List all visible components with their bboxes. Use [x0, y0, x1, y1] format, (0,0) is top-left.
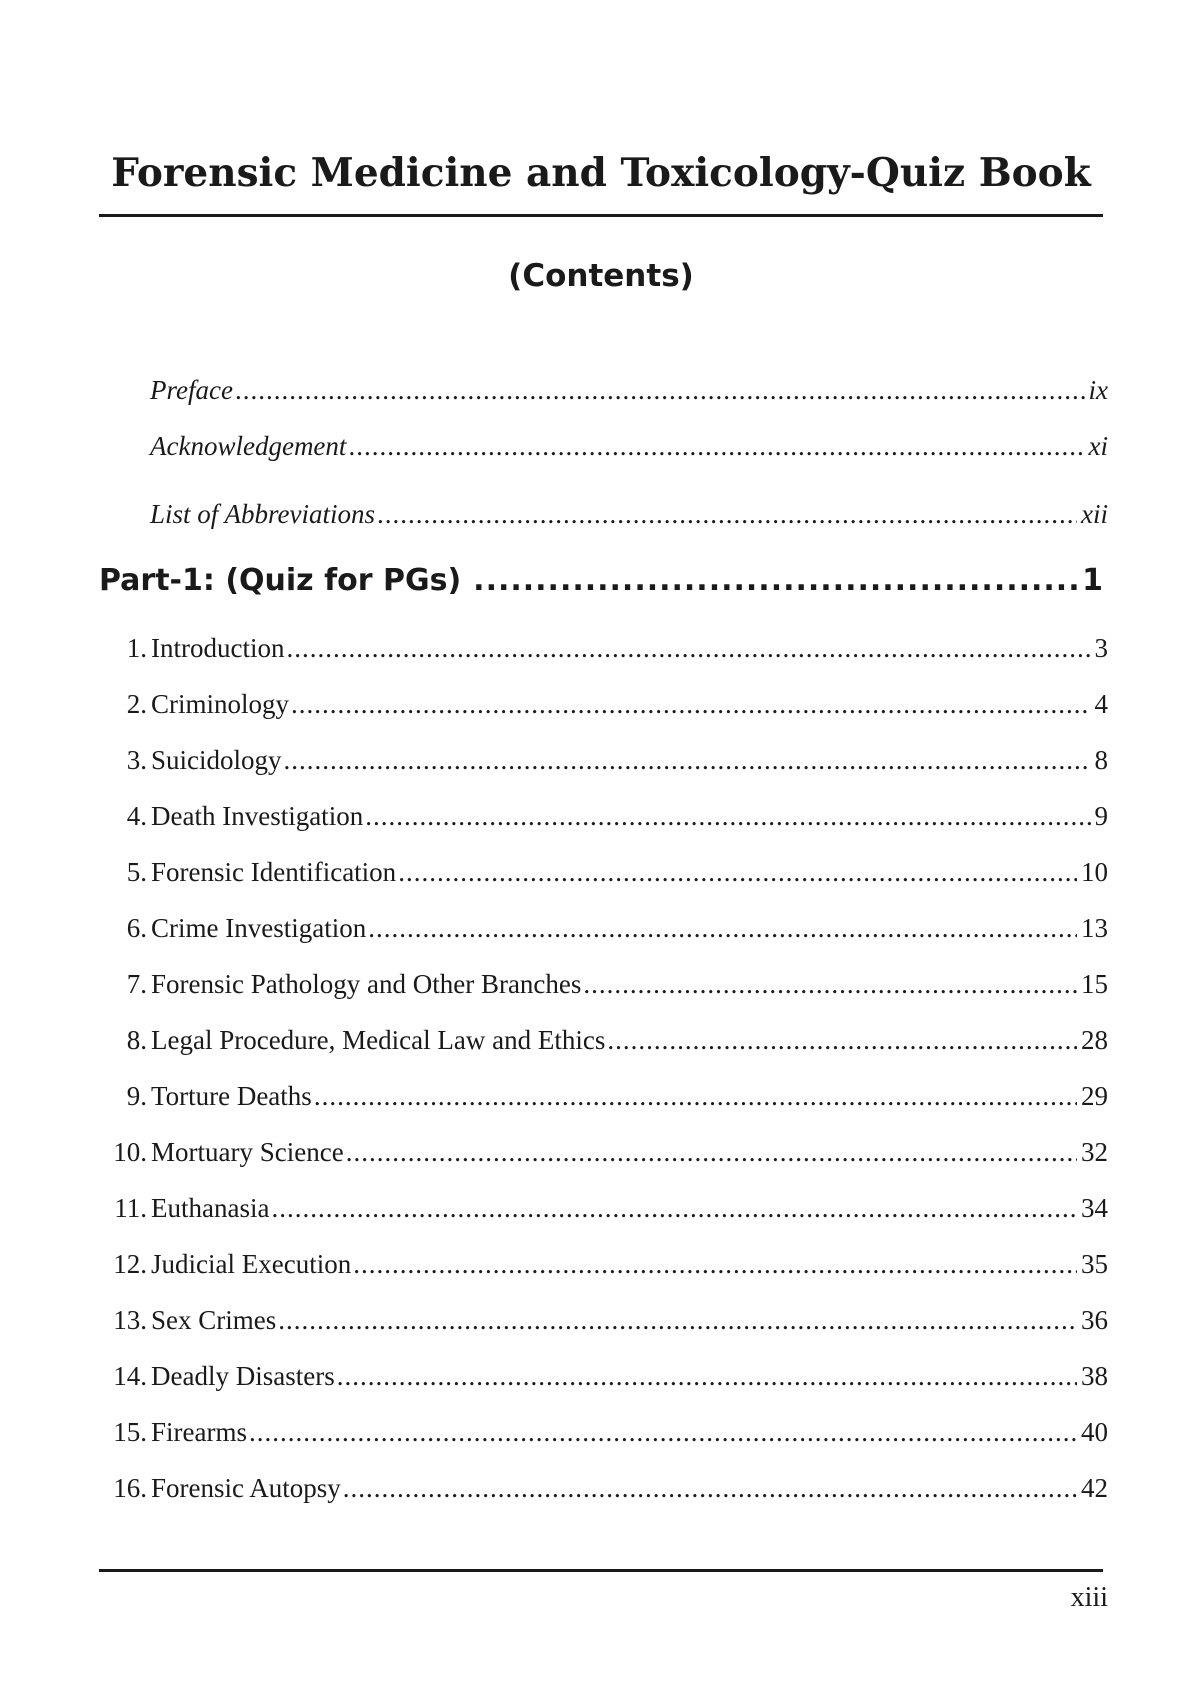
toc-chapter-forensic-autopsy[interactable]	[99, 1470, 1108, 1506]
chapter-title: Forensic Autopsy	[151, 1473, 341, 1503]
dot-leader	[235, 372, 1085, 408]
toc-entry-acknowledgement[interactable]	[150, 428, 1108, 464]
dot-leader	[353, 1246, 1077, 1282]
chapter-page: 29	[1081, 1081, 1108, 1111]
chapter-number: 5.	[126, 857, 147, 887]
chapter-page: 4	[1094, 689, 1108, 719]
toc-chapter-crime-investigation[interactable]	[99, 910, 1108, 946]
dot-leader	[377, 496, 1077, 532]
toc-chapter-suicidology[interactable]	[99, 742, 1108, 778]
dot-leader	[583, 966, 1077, 1002]
chapter-page: 36	[1081, 1305, 1108, 1335]
toc-entry-list-of-abbreviations[interactable]	[150, 496, 1108, 532]
chapter-number: 6.	[126, 913, 147, 943]
toc-entry-page: ix	[1088, 375, 1108, 405]
chapter-page: 10	[1081, 857, 1108, 887]
chapter-page: 13	[1081, 913, 1108, 943]
toc-chapter-forensic-identification[interactable]	[99, 854, 1108, 890]
chapter-number: 16.	[113, 1473, 147, 1503]
chapter-page: 42	[1081, 1473, 1108, 1503]
toc-entry-label: List of Abbreviations	[150, 499, 376, 529]
dot-leader	[337, 1358, 1077, 1394]
dot-leader	[286, 630, 1090, 666]
chapter-title: Euthanasia	[151, 1193, 270, 1223]
chapter-number: 9.	[126, 1081, 147, 1111]
chapter-title: Firearms	[151, 1417, 247, 1447]
dot-leader	[398, 854, 1077, 890]
dot-leader	[607, 1022, 1077, 1058]
toc-part-1[interactable]	[99, 561, 1103, 601]
chapter-title: Mortuary Science	[151, 1137, 344, 1167]
dot-leader	[365, 798, 1090, 834]
toc-chapter-legal-procedure[interactable]	[99, 1022, 1108, 1058]
toc-chapter-firearms[interactable]	[99, 1414, 1108, 1450]
page-folio: xiii	[1070, 1582, 1108, 1613]
dot-leader	[291, 686, 1090, 722]
chapter-title: Death Investigation	[151, 801, 364, 831]
dot-leader	[249, 1414, 1077, 1450]
chapter-title: Legal Procedure, Medical Law and Ethics	[151, 1025, 606, 1055]
dot-leader	[284, 742, 1091, 778]
toc-chapter-euthanasia[interactable]	[99, 1190, 1108, 1226]
chapter-page: 3	[1094, 633, 1108, 663]
dot-leader	[271, 1190, 1077, 1226]
dot-leader	[314, 1078, 1077, 1114]
toc-chapter-torture-deaths[interactable]	[99, 1078, 1108, 1114]
toc-chapter-sex-crimes[interactable]	[99, 1302, 1108, 1338]
toc-chapter-judicial-execution[interactable]	[99, 1246, 1108, 1282]
chapter-page: 28	[1081, 1025, 1108, 1055]
dot-leader	[278, 1302, 1077, 1338]
toc-chapter-criminology[interactable]	[99, 686, 1108, 722]
chapter-title: Forensic Pathology and Other Branches	[151, 969, 582, 999]
chapter-number: 12.	[113, 1249, 147, 1279]
chapter-page: 35	[1081, 1249, 1108, 1279]
chapter-number: 3.	[126, 745, 147, 775]
chapter-number: 10.	[113, 1137, 147, 1167]
chapter-title: Sex Crimes	[151, 1305, 277, 1335]
toc-entry-label: Preface	[150, 375, 233, 405]
chapter-page: 15	[1081, 969, 1108, 999]
chapter-number: 14.	[113, 1361, 147, 1391]
contents-heading: (Contents)	[508, 258, 694, 294]
chapter-title: Deadly Disasters	[151, 1361, 335, 1391]
toc-chapter-forensic-pathology[interactable]	[99, 966, 1108, 1002]
part-label: Part-1: (Quiz for PGs)	[99, 563, 462, 598]
chapter-title: Torture Deaths	[151, 1081, 312, 1111]
chapter-title: Suicidology	[151, 745, 282, 775]
toc-entry-label: Acknowledgement	[150, 431, 347, 461]
dot-leader	[343, 1470, 1077, 1506]
chapter-number: 8.	[126, 1025, 147, 1055]
chapter-title: Judicial Execution	[151, 1249, 352, 1279]
chapter-number: 7.	[126, 969, 147, 999]
chapter-title: Criminology	[151, 689, 290, 719]
chapter-page: 40	[1081, 1417, 1108, 1447]
dot-leader	[348, 428, 1084, 464]
toc-chapter-deadly-disasters[interactable]	[99, 1358, 1108, 1394]
chapter-page: 9	[1094, 801, 1108, 831]
chapter-number: 4.	[126, 801, 147, 831]
chapter-page: 38	[1081, 1361, 1108, 1391]
chapter-number: 15.	[113, 1417, 147, 1447]
title-rule	[99, 214, 1103, 217]
chapter-title: Introduction	[151, 633, 285, 663]
toc-chapter-mortuary-science[interactable]	[99, 1134, 1108, 1170]
chapter-number: 2.	[126, 689, 147, 719]
toc-entry-preface[interactable]	[150, 372, 1108, 408]
toc-chapter-introduction[interactable]	[99, 630, 1108, 666]
chapter-page: 8	[1094, 745, 1108, 775]
chapter-title: Crime Investigation	[151, 913, 367, 943]
dot-leader	[368, 910, 1077, 946]
chapter-title: Forensic Identification	[151, 857, 397, 887]
toc-entry-page: xii	[1081, 499, 1108, 529]
toc-entry-page: xi	[1088, 431, 1108, 461]
chapter-number: 13.	[113, 1305, 147, 1335]
dot-leader	[346, 1134, 1077, 1170]
footer-rule	[99, 1569, 1103, 1572]
toc-chapter-death-investigation[interactable]	[99, 798, 1108, 834]
chapter-page: 34	[1081, 1193, 1108, 1223]
chapter-page: 32	[1081, 1137, 1108, 1167]
book-title: Forensic Medicine and Toxicology-Quiz Book	[111, 150, 1091, 196]
chapter-number: 11.	[114, 1193, 147, 1223]
part-page: 1	[1082, 563, 1103, 598]
chapter-number: 1.	[126, 633, 147, 663]
dot-leader	[473, 561, 1078, 601]
